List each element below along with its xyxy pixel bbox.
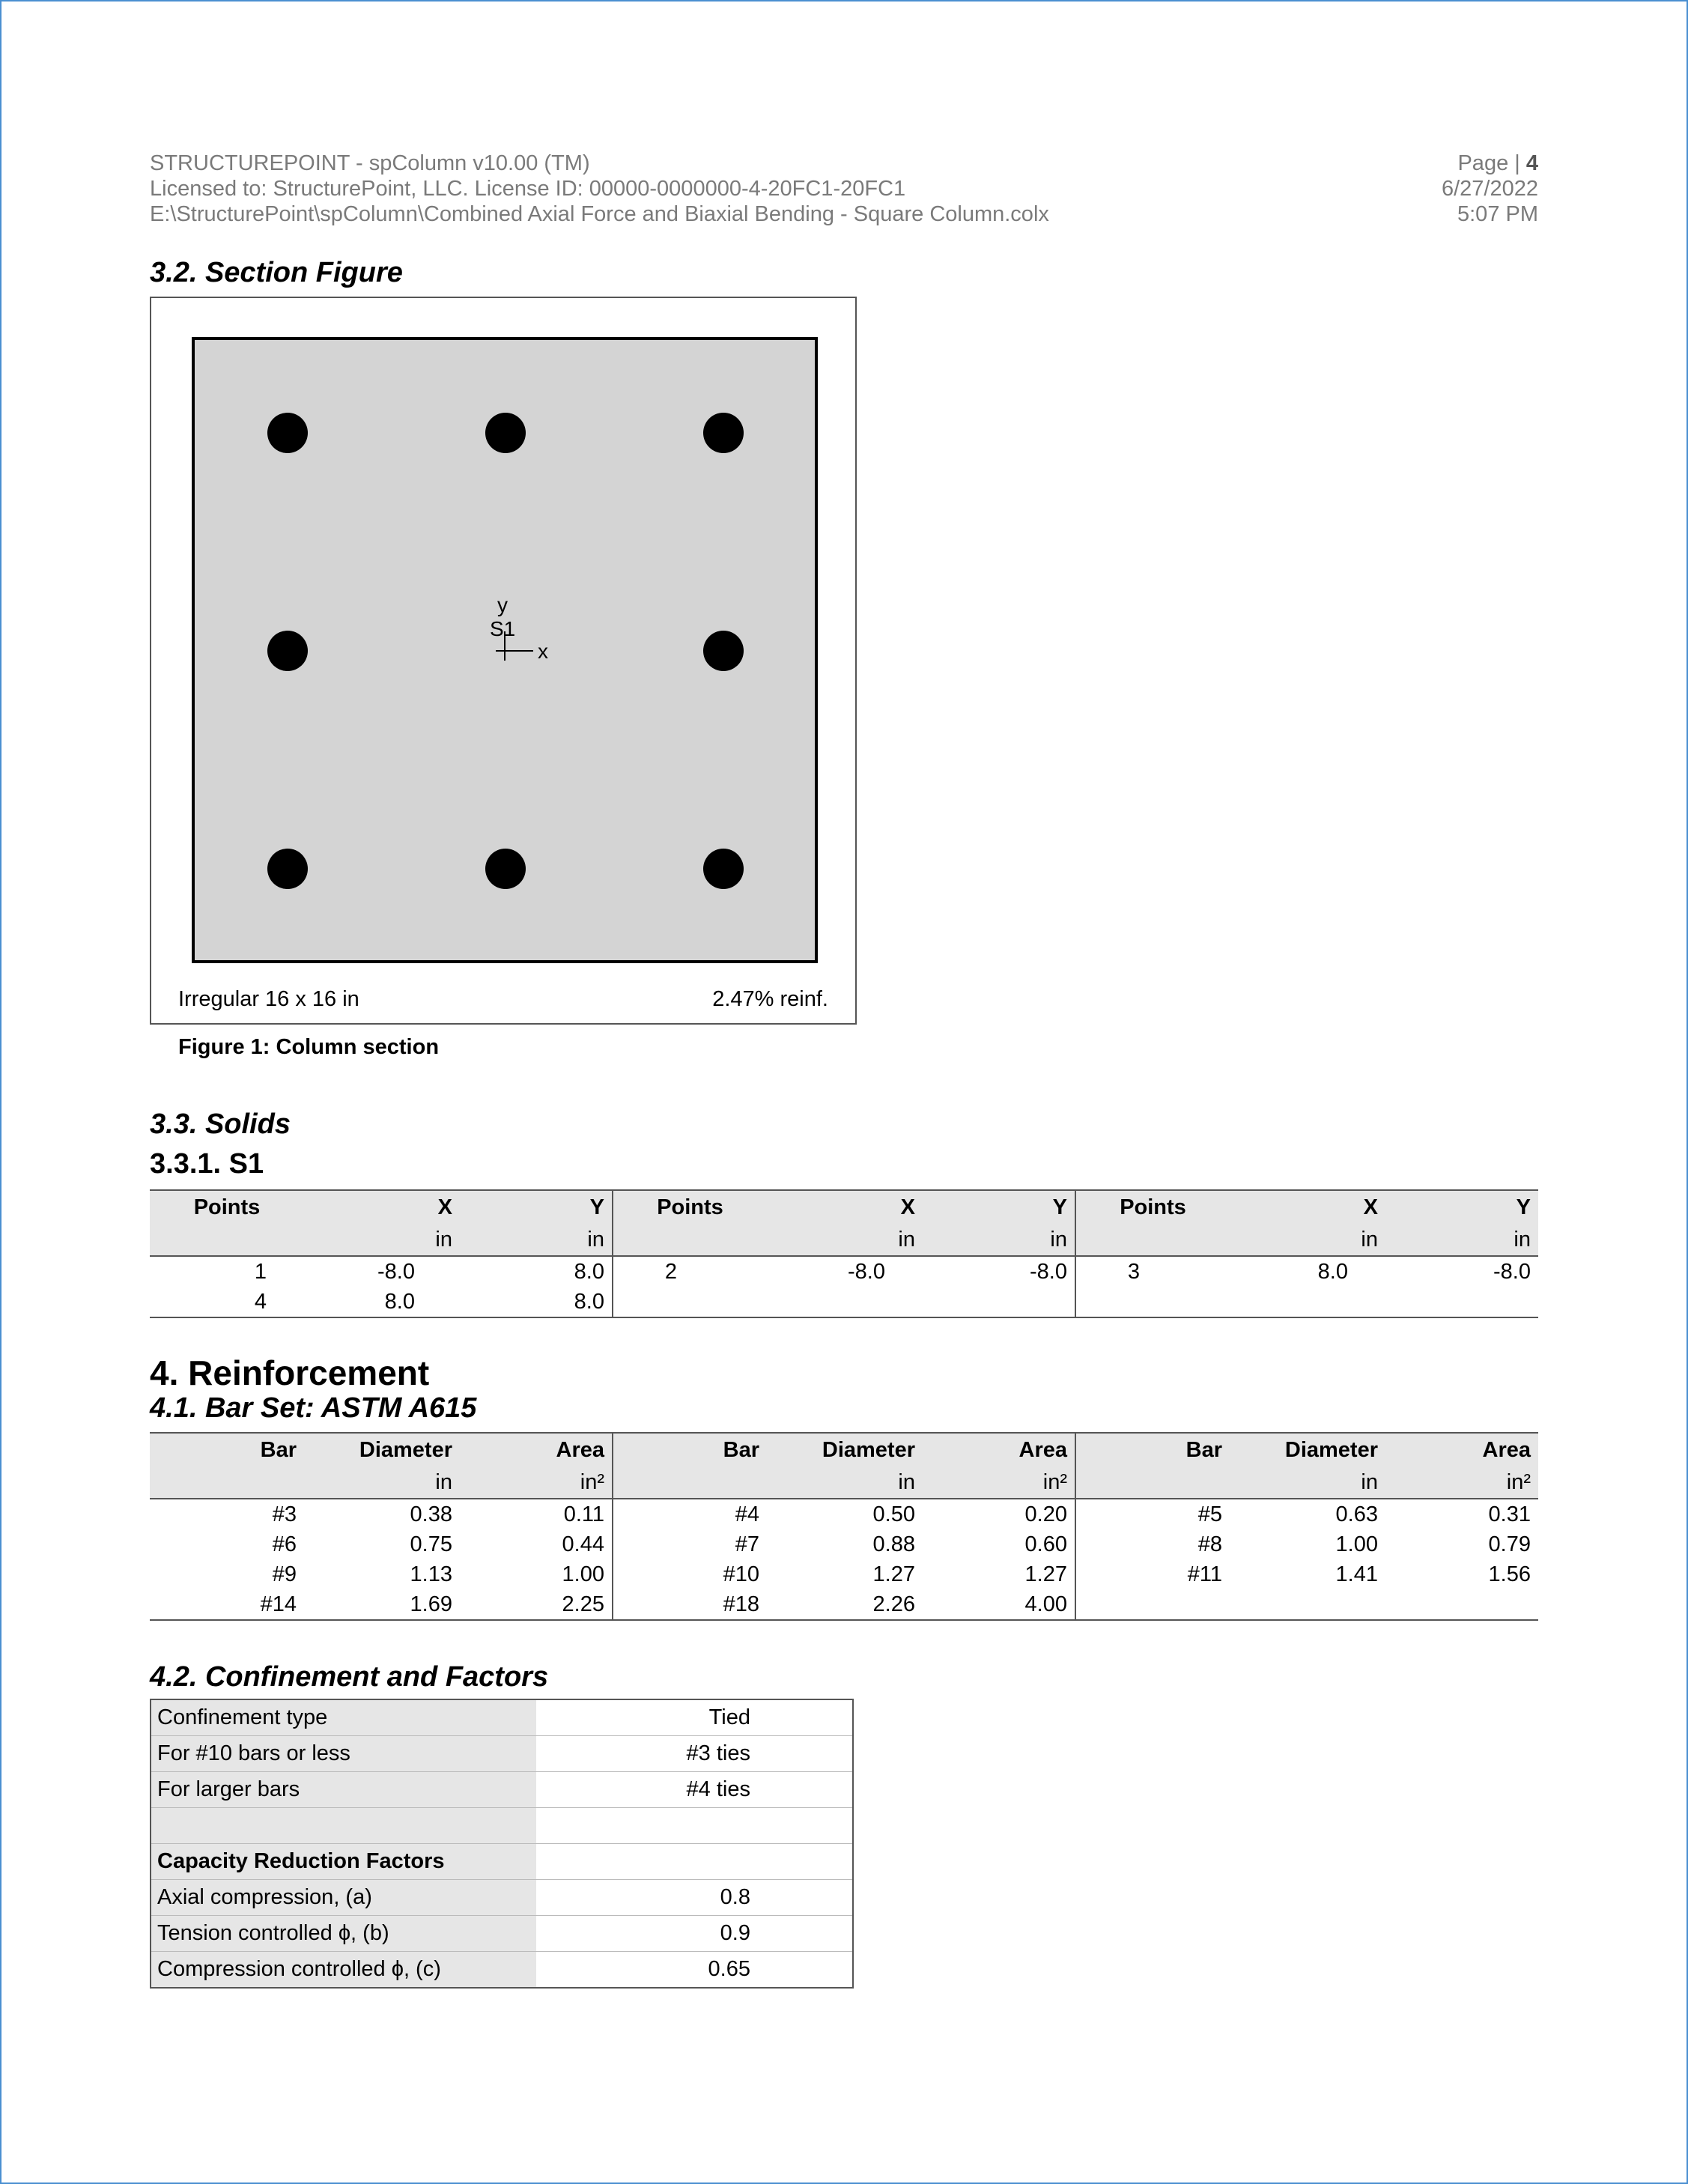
col-area: Area — [1385, 1433, 1538, 1466]
cell-bar: #10 — [723, 1562, 759, 1586]
header-page — [1442, 151, 1538, 176]
cell-area — [1385, 1589, 1538, 1620]
table-row — [150, 1559, 1538, 1589]
cell-bar: #7 — [735, 1532, 759, 1556]
header-license: Licensed to: StructurePoint, LLC. License ID: 00000-0000000-4-20FC1-20FC1 — [150, 177, 906, 201]
cell-x: -8.0 — [377, 1259, 415, 1284]
cell-point: 1 — [254, 1259, 267, 1284]
cell-area: 2.25 — [460, 1589, 613, 1620]
col-diameter: Diameter — [304, 1433, 460, 1466]
unit-area: in² — [1385, 1466, 1538, 1499]
cell-x: -8.0 — [848, 1259, 885, 1284]
table-row — [151, 1736, 853, 1772]
col-diameter: Diameter — [767, 1433, 923, 1466]
col-points: Points — [613, 1190, 767, 1224]
conf-label: For larger bars — [151, 1772, 536, 1808]
unit-points — [150, 1224, 304, 1256]
solids-subheading: 3.3.1. S1 — [150, 1148, 264, 1180]
cell-diameter: 1.41 — [1335, 1562, 1378, 1586]
bar-header-row — [150, 1433, 1538, 1466]
col-y: Y — [460, 1190, 613, 1224]
cell-area: 0.11 — [460, 1499, 613, 1529]
unit-area: in² — [923, 1466, 1075, 1499]
rebar — [267, 631, 308, 671]
column-section-drawing — [151, 298, 855, 1023]
cell-point: 3 — [1127, 1259, 1140, 1284]
table-row — [151, 1880, 853, 1916]
cell-point: 4 — [150, 1287, 304, 1317]
cell-y: -8.0 — [1493, 1259, 1531, 1284]
section-caption-left: Irregular 16 x 16 in — [178, 987, 359, 1011]
table-row — [151, 1844, 853, 1880]
confinement-table — [150, 1699, 854, 1989]
cell-area: 1.56 — [1488, 1562, 1531, 1586]
rebar — [485, 849, 526, 889]
unit-diameter: in — [304, 1466, 460, 1499]
conf-value: 0.9 — [536, 1916, 853, 1952]
table-row — [151, 1916, 853, 1952]
conf-value: 0.8 — [536, 1880, 853, 1916]
cell-area: 0.79 — [1488, 1532, 1531, 1556]
table-row — [150, 1499, 1538, 1529]
col-x: X — [767, 1190, 923, 1224]
unit-y: in — [460, 1224, 613, 1256]
rebar — [703, 413, 744, 453]
cell-bar — [1075, 1589, 1230, 1620]
cell-x — [767, 1287, 923, 1317]
table-row — [150, 1256, 1538, 1287]
unit-diameter: in — [767, 1466, 923, 1499]
conf-label — [151, 1808, 536, 1844]
cell-point — [1075, 1287, 1230, 1317]
cell-diameter — [1230, 1589, 1385, 1620]
col-diameter: Diameter — [1230, 1433, 1385, 1466]
conf-label: Confinement type — [151, 1699, 536, 1736]
conf-value: 0.65 — [536, 1952, 853, 1989]
conf-value — [536, 1844, 853, 1880]
unit-diameter: in — [1230, 1466, 1385, 1499]
unit-bar — [613, 1466, 767, 1499]
header-date: 6/27/2022 — [1441, 177, 1538, 201]
table-row — [151, 1808, 853, 1844]
cell-bar: #3 — [272, 1502, 297, 1526]
cell-area: 0.20 — [923, 1499, 1075, 1529]
col-x: X — [304, 1190, 460, 1224]
conf-value: #3 ties — [536, 1736, 853, 1772]
col-area: Area — [923, 1433, 1075, 1466]
table-row — [151, 1699, 853, 1736]
unit-points — [613, 1224, 767, 1256]
cell-area: 1.00 — [460, 1559, 613, 1589]
cell-bar: #18 — [613, 1589, 767, 1620]
col-bar: Bar — [150, 1433, 304, 1466]
section-figure-box — [150, 297, 857, 1025]
col-y: Y — [1385, 1190, 1538, 1224]
rebar — [485, 413, 526, 453]
unit-x: in — [767, 1224, 923, 1256]
table-row — [150, 1287, 1538, 1317]
conf-section-label: Capacity Reduction Factors — [151, 1844, 536, 1880]
bar-units-row — [150, 1466, 1538, 1499]
unit-y: in — [923, 1224, 1075, 1256]
report-header — [150, 151, 1049, 227]
page-number: 4 — [1525, 151, 1538, 175]
cell-diameter: 1.27 — [872, 1562, 915, 1586]
cell-bar: #6 — [272, 1532, 297, 1556]
confinement-heading: 4.2. Confinement and Factors — [150, 1661, 549, 1693]
cell-bar: #4 — [735, 1502, 759, 1526]
cell-area: 0.44 — [460, 1529, 613, 1559]
cell-diameter: 1.69 — [304, 1589, 460, 1620]
cell-point: 2 — [664, 1259, 677, 1284]
col-bar: Bar — [1075, 1433, 1230, 1466]
conf-label: Compression controlled ϕ, (c) — [151, 1952, 536, 1989]
cell-diameter: 1.13 — [410, 1562, 452, 1586]
barset-heading: 4.1. Bar Set: ASTM A615 — [150, 1392, 477, 1424]
cell-diameter: 1.00 — [1335, 1532, 1378, 1556]
table-row — [150, 1589, 1538, 1620]
cell-area: 0.31 — [1488, 1502, 1531, 1526]
solids-header-row — [150, 1190, 1538, 1224]
section-figure-heading: 3.2. Section Figure — [150, 257, 403, 288]
unit-x: in — [304, 1224, 460, 1256]
solids-heading: 3.3. Solids — [150, 1108, 291, 1140]
conf-value — [536, 1808, 853, 1844]
solids-units-row — [150, 1224, 1538, 1256]
cell-y — [1385, 1287, 1538, 1317]
table-row — [151, 1772, 853, 1808]
cell-diameter: 0.50 — [872, 1502, 915, 1526]
table-row — [150, 1529, 1538, 1559]
rebar — [267, 849, 308, 889]
cell-y — [923, 1287, 1075, 1317]
cell-area: 1.27 — [923, 1559, 1075, 1589]
conf-label: Axial compression, (a) — [151, 1880, 536, 1916]
rebar — [703, 849, 744, 889]
col-x: X — [1230, 1190, 1385, 1224]
cell-bar: #5 — [1197, 1502, 1222, 1526]
conf-label: Tension controlled ϕ, (b) — [151, 1916, 536, 1952]
rebar — [703, 631, 744, 671]
conf-label: For #10 bars or less — [151, 1736, 536, 1772]
header-file-path: E:\StructurePoint\spColumn\Combined Axial Force and Biaxial Bending - Square Column.colx — [150, 202, 1049, 226]
conf-value: #4 ties — [536, 1772, 853, 1808]
col-area: Area — [460, 1433, 613, 1466]
unit-bar — [150, 1466, 304, 1499]
cell-y: 8.0 — [460, 1287, 613, 1317]
cell-bar: #14 — [150, 1589, 304, 1620]
unit-bar — [1075, 1466, 1230, 1499]
unit-y: in — [1385, 1224, 1538, 1256]
axis-y-label: y — [497, 593, 508, 616]
cell-diameter: 0.38 — [410, 1502, 452, 1526]
col-points: Points — [1075, 1190, 1230, 1224]
header-time: 5:07 PM — [1457, 202, 1538, 226]
cell-y: 8.0 — [460, 1256, 613, 1287]
cell-y: -8.0 — [923, 1256, 1075, 1287]
cell-x: 8.0 — [304, 1287, 460, 1317]
col-bar: Bar — [613, 1433, 767, 1466]
figure-title: Figure 1: Column section — [178, 1035, 440, 1059]
header-program: STRUCTUREPOINT - spColumn v10.00 (TM) — [150, 151, 590, 175]
cell-diameter: 2.26 — [767, 1589, 923, 1620]
cell-diameter: 0.75 — [410, 1532, 452, 1556]
conf-value: Tied — [536, 1699, 853, 1736]
report-header-right — [1442, 151, 1538, 227]
reinforcement-heading: 4. Reinforcement — [150, 1353, 430, 1392]
cell-area: 0.60 — [923, 1529, 1075, 1559]
col-points: Points — [150, 1190, 304, 1224]
cell-x — [1230, 1287, 1385, 1317]
bar-set-table — [150, 1432, 1538, 1621]
unit-points — [1075, 1224, 1230, 1256]
rebar — [267, 413, 308, 453]
cell-point — [613, 1287, 767, 1317]
col-y: Y — [923, 1190, 1075, 1224]
unit-area: in² — [460, 1466, 613, 1499]
cell-area: 4.00 — [923, 1589, 1075, 1620]
solid-label: S1 — [490, 617, 516, 640]
cell-x: 8.0 — [1317, 1259, 1348, 1284]
cell-bar: #11 — [1187, 1562, 1222, 1586]
unit-x: in — [1230, 1224, 1385, 1256]
cell-diameter: 0.63 — [1335, 1502, 1378, 1526]
cell-bar: #8 — [1197, 1532, 1222, 1556]
page-label: Page | — [1457, 151, 1526, 175]
solids-table — [150, 1189, 1538, 1318]
section-caption-right: 2.47% reinf. — [712, 987, 828, 1011]
cell-diameter: 0.88 — [872, 1532, 915, 1556]
axis-x-label: x — [538, 640, 548, 663]
table-row — [151, 1952, 853, 1989]
cell-bar: #9 — [272, 1562, 297, 1586]
